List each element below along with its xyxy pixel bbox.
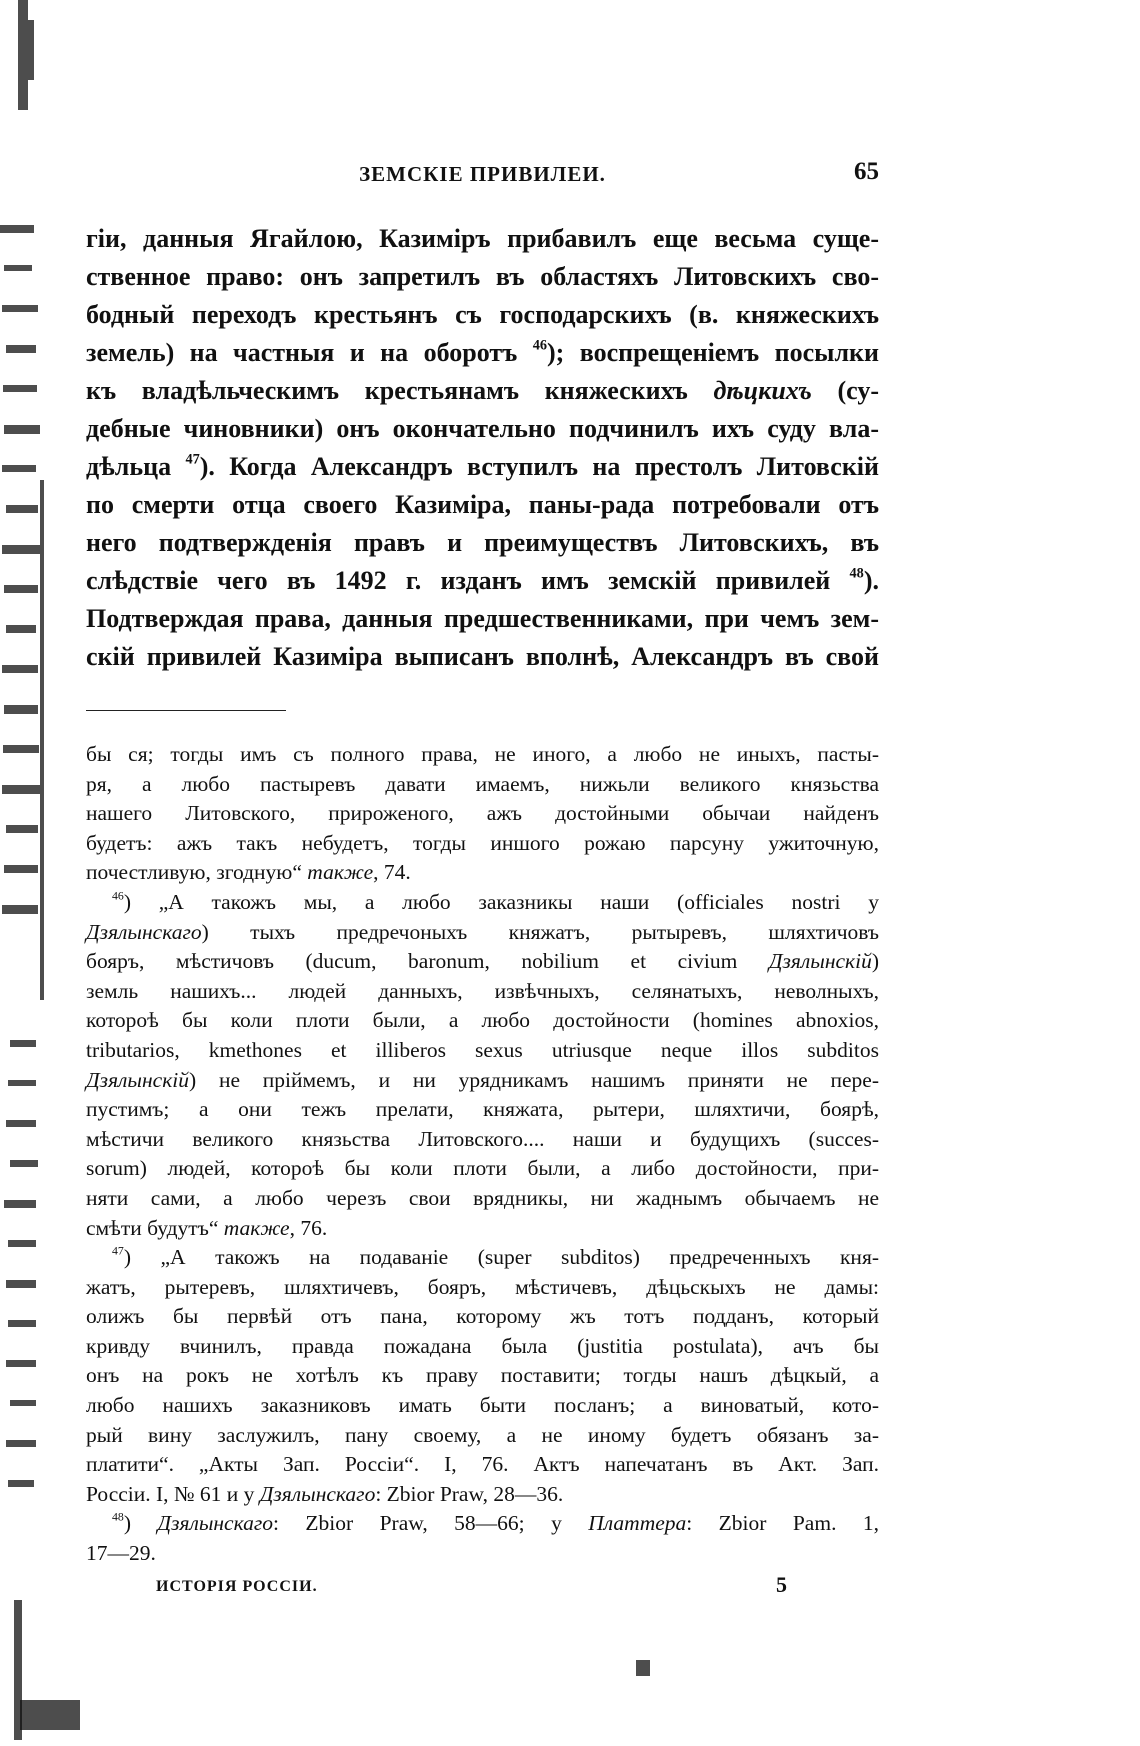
text-segment: по смерти отца своего Казиміра, паны-рада потребовали отъ [86,490,879,519]
text-segment: онъ на рокъ не хотѣлъ къ праву поставити; тогды нашъ дѣцкый, а [86,1363,879,1388]
scan-artifact [3,385,37,392]
scan-artifact [8,1080,36,1086]
text-line [86,1214,879,1244]
text-segment: пустимъ; а они тежъ прелати, княжата, рытери, шляхтичи, боярѣ, [86,1097,879,1122]
text-line [86,1391,879,1421]
italic-text: Дзялынскій [86,1067,189,1092]
text-line [86,799,879,829]
text-segment: мѣстичи великого князьства Литовского.... наши и будущихъ (succes- [86,1126,879,1151]
text-line [86,1154,879,1184]
scan-artifact [20,1700,80,1730]
text-segment: котороѣ бы коли плоти были, а любо достойности (homines abnoxios, [86,1008,879,1033]
text-segment: будетъ: ажъ такъ небудетъ, тогды иншого рожаю парсуну ужиточную, [86,830,879,855]
text-segment: олижъ бы первѣй отъ пана, которому жъ тотъ подданъ, который [86,1304,879,1329]
text-line [86,1036,879,1066]
text-segment: гіи, данныя Ягайлою, Казиміръ прибавилъ еще весьма суще- [86,224,879,253]
text-line [86,947,879,977]
scan-artifact [6,1360,36,1367]
text-segment: скій привилей Казиміра выписанъ вполнѣ, Александръ въ свой [86,642,879,671]
text-segment: рый вину заслужилъ, пану своему, а не иному будетъ обязанъ за- [86,1422,879,1447]
italic-text: Дзялынскаго [157,1511,274,1536]
scan-artifact [2,305,38,312]
footnote-reference: 46 [532,337,547,354]
scan-artifact [2,465,36,472]
text-line [86,1302,879,1332]
text-segment: кривду вчинилъ, правда пожадана была (justitia postulata), ачъ бы [86,1333,879,1358]
text-line [86,1095,879,1125]
text-segment: Россіи. I, № 61 и у [86,1481,260,1506]
text-line [86,740,879,770]
page-number: 65 [854,158,879,185]
text-line [86,858,879,888]
scan-artifact [4,265,32,271]
text-line [86,638,879,676]
scan-artifact [2,785,40,794]
scan-artifact [0,225,34,233]
italic-text: также [223,1215,290,1240]
text-segment: любо нашихъ заказниковъ имать быти посланъ; а виноватый, кото- [86,1393,879,1418]
italic-text: Дзялынскаго [259,1481,376,1506]
text-segment: ря, а любо пастыревъ давати имаемъ, нижьли великого князьства [86,771,879,796]
text-segment: (су- [811,376,880,405]
text-line [86,372,879,410]
text-segment: дебные чиновники) онъ окончательно подчинилъ ихъ суду вла- [86,414,879,443]
text-segment: : Zbior Praw, 58—66; у [273,1511,589,1536]
text-segment: него подтвержденія правъ и преимуществъ Литовскихъ, въ [86,528,879,557]
scan-artifact [4,705,38,714]
text-line [86,1184,879,1214]
text-line [86,1421,879,1451]
text-segment: tributarios, kmethones et illiberos sexus utriusque neque illos subditos [86,1037,879,1062]
text-segment: ственное право: онъ запретилъ въ областяхъ Литовскихъ сво- [86,262,879,291]
text-line [86,448,879,486]
text-segment: : Zbior Pam. 1, [686,1511,879,1536]
text-segment: бояръ, мѣстичовъ (ducum, baronum, nobilium et civium [86,949,769,974]
text-line [86,296,879,334]
scan-artifact [10,1400,36,1406]
running-title: ЗЕМСКІЕ ПРИВИЛЕИ. [359,162,606,186]
body-text [86,220,879,676]
scan-artifact [10,1040,36,1047]
scan-artifact [4,585,38,593]
text-segment: 17—29. [86,1541,156,1566]
text-line [86,1332,879,1362]
text-segment: : Zbior Praw, 28—36. [375,1481,564,1506]
text-segment: sorum) людей, котороѣ бы коли плоти были, а либо достойности, при- [86,1156,879,1181]
scan-artifact [4,1200,36,1208]
text-segment: , 76. [289,1215,328,1240]
text-line [86,1006,879,1036]
italic-text: Дзялынскій [768,949,872,974]
italic-text: дѣцкихъ [713,376,812,405]
text-segment: ) [123,1511,158,1536]
scan-artifact [28,20,34,80]
text-line [86,1243,879,1273]
text-segment: ); воспрещеніемъ посылки [547,338,880,367]
footnotes [86,740,879,1569]
text-line [86,600,879,638]
scan-artifact [636,1660,650,1676]
scan-artifact [6,1440,36,1447]
text-segment: къ владѣльческимъ крестьянамъ княжескихъ [86,376,714,405]
text-segment: ) тыхъ предречоныхъ княжатъ, рытыревъ, шляхтичовъ [201,919,879,944]
text-line [86,1361,879,1391]
page-footer [86,1572,879,1602]
text-line [86,562,879,600]
scan-artifact [2,905,38,914]
text-segment: ) „А такожъ на подаваніе (super subditos) предреченныхъ кня- [123,1245,879,1270]
text-segment: земль нашихъ... людей данныхъ, извѣчныхъ, селянатыхъ, неволныхъ, [86,978,879,1003]
footnote-separator [86,710,286,711]
text-line [86,486,879,524]
scan-artifact [3,745,39,753]
scan-artifact [10,1160,38,1167]
text-segment: нашего Литовского, прироженого, ажъ достойными обычаи найденъ [86,801,879,826]
scan-artifact [2,545,40,554]
text-line [86,977,879,1007]
text-line [86,258,879,296]
text-line [86,220,879,258]
scan-artifact [18,0,28,110]
text-segment: Подтверждая права, данныя предшественниками, при чемъ зем- [86,604,879,633]
footnote-reference: 47 [112,1243,124,1258]
scan-artifact [8,1320,36,1327]
running-header [86,158,879,194]
text-segment: земель) на частныя и на оборотъ [86,338,533,367]
footnote-reference: 48 [849,565,864,582]
italic-text: Дзялынскаго [86,919,202,944]
text-line [86,770,879,800]
text-segment: ) не пріймемъ, и ни урядникамъ нашимъ приняти не пере- [189,1067,879,1092]
text-line [86,410,879,448]
footnote-reference: 48 [112,1509,124,1524]
text-line [86,1273,879,1303]
scan-artifact [6,825,38,833]
scan-artifact [6,345,36,353]
scan-artifact [2,665,38,673]
italic-text: также [307,860,374,885]
scan-artifact [40,480,44,1000]
scan-artifact [8,1240,36,1247]
text-segment: дѣльца [86,452,186,481]
text-segment: , 74. [373,860,411,885]
text-line [86,918,879,948]
text-line [86,1480,879,1510]
signature-number: 5 [776,1572,787,1597]
text-line [86,1066,879,1096]
scan-artifact [6,1280,36,1288]
footnote-reference: 46 [112,888,124,903]
scan-artifact [4,865,38,873]
scan-artifact [8,1480,34,1487]
text-segment: бодный переходъ крестьянъ съ господарскихъ (в. княжескихъ [86,300,879,329]
text-segment: жатъ, рытеревъ, шляхтичевъ, бояръ, мѣстичевъ, дѣцьскыхъ не дамы: [86,1274,879,1299]
scan-artifact [6,625,36,633]
text-line [86,334,879,372]
text-segment: слѣдствіе чего въ 1492 г. изданъ имъ земскій привилей [86,566,850,595]
text-line [86,1125,879,1155]
italic-text: Платтера [588,1511,687,1536]
text-line [86,524,879,562]
footnote-reference: 47 [185,451,200,468]
text-segment: ). Когда Александръ вступилъ на престолъ Литовскій [199,452,880,481]
text-line [86,888,879,918]
text-segment: бы ся; тогды имъ съ полного права, не иного, а любо не иныхъ, пасты- [86,742,879,766]
signature-mark: ИСТОРІЯ РОССІИ. [156,1578,318,1595]
text-segment: ) [871,949,879,974]
text-segment: ) „А такожъ мы, а любо заказникы наши (officiales nostri у [123,889,879,914]
scan-artifact [4,425,40,434]
text-segment: почестливую, згодную“ [86,860,308,885]
text-segment: смѣти будутъ“ [86,1215,224,1240]
text-line [86,1539,879,1569]
scan-artifact [6,1120,36,1127]
text-segment: платити“. „Акты Зап. Россіи“. I, 76. Актъ напечатанъ въ Акт. Зап. [86,1452,879,1477]
text-line [86,829,879,859]
scan-artifact [6,505,38,513]
text-line [86,1450,879,1480]
text-segment: няти сами, а любо черезъ свои врядникы, ни жаднымъ обычаемъ не [86,1185,879,1210]
text-segment: ). [863,566,879,595]
text-line [86,1509,879,1539]
